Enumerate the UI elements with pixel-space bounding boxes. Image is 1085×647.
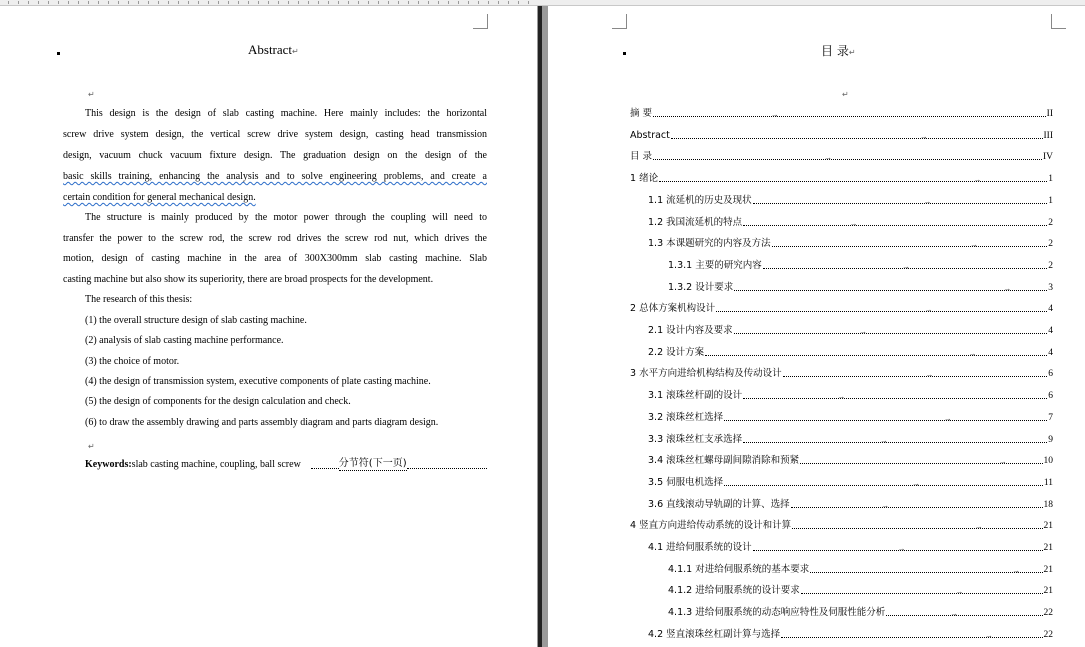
abstract-page <box>0 6 537 647</box>
toc-entry[interactable] <box>630 108 1053 120</box>
ruler-tick <box>468 1 469 4</box>
toc-page-number: 2 <box>1048 217 1053 228</box>
ruler-tick <box>178 1 179 4</box>
abstract-line-8: motion, design of casting machine in the area of 300X300mm slab casting machine. Slab <box>63 253 487 264</box>
toc-entry[interactable] <box>668 564 1053 576</box>
toc-entry-label: 3.2 滚珠丝杠选择 <box>648 411 724 423</box>
ruler-tick <box>198 1 199 4</box>
ruler-tick <box>18 1 19 4</box>
toc-entry-label: 1.3.1 主要的研究内容 <box>668 259 762 271</box>
abstract-line-7: transfer the power to the screw rod, the screw rod drives the screw rod nut, which drives the <box>63 233 487 244</box>
toc-leader <box>801 587 1043 597</box>
ruler-tick <box>168 1 169 4</box>
margin-corner-mark <box>612 14 627 29</box>
ruler-tick <box>278 1 279 4</box>
toc-entry-label: 4.1.3 进给伺服系统的动态响应特性及伺服性能分析 <box>668 607 886 619</box>
toc-page-number: 2 <box>1048 239 1053 250</box>
toc-leader <box>659 175 1047 185</box>
ruler-tick <box>78 1 79 4</box>
abstract-line-6: The structure is mainly produced by the motor power through the coupling will need to <box>85 212 487 223</box>
toc-entry[interactable] <box>630 303 1053 315</box>
toc-entry[interactable] <box>648 629 1053 641</box>
ruler-tick <box>38 1 39 4</box>
margin-corner-mark <box>473 14 488 29</box>
toc-entry-label: 1.1 流延机的历史及现状 <box>648 194 752 206</box>
keywords-label: Keywords: <box>85 459 132 470</box>
toc-leader <box>810 565 1042 575</box>
abstract-line-10: The research of this thesis: <box>85 294 193 305</box>
toc-entry-label: 4.2 竖直滚珠丝杠副计算与选择 <box>648 628 781 640</box>
ruler-tick <box>358 1 359 4</box>
ruler-tick <box>368 1 369 4</box>
toc-entry[interactable] <box>668 282 1053 294</box>
ruler-tick <box>498 1 499 4</box>
toc-entry[interactable] <box>648 325 1053 337</box>
tab-arrow-icon: → <box>925 370 934 380</box>
toc-entry[interactable] <box>630 368 1053 380</box>
tab-arrow-icon: → <box>973 175 982 185</box>
toc-entry[interactable] <box>630 130 1053 142</box>
toc-page-number: 9 <box>1048 434 1053 445</box>
tab-arrow-icon: → <box>1012 565 1021 575</box>
toc-entry[interactable] <box>648 455 1053 467</box>
ruler-tick <box>258 1 259 4</box>
toc-leader <box>724 413 1047 423</box>
toc-leader <box>705 348 1047 358</box>
ruler-tick <box>228 1 229 4</box>
toc-entry-label: 3.3 滚珠丝杠支承选择 <box>648 433 743 445</box>
ruler-tick <box>338 1 339 4</box>
tab-arrow-icon: → <box>859 327 868 336</box>
ruler-tick <box>408 1 409 4</box>
ruler-tick <box>288 1 289 4</box>
paragraph-mark: ↵ <box>88 442 95 451</box>
tab-arrow-icon: → <box>849 218 858 228</box>
ruler-tick <box>378 1 379 4</box>
toc-entry-label: 目 录 <box>630 151 653 163</box>
ruler-tick <box>518 1 519 4</box>
toc-leader <box>781 630 1042 640</box>
toc-entry[interactable] <box>648 347 1053 359</box>
abstract-line-3: design, vacuum chuck vacuum fixture design. The graduation design on the design of the <box>63 150 487 161</box>
toc-entry[interactable] <box>648 434 1053 446</box>
ruler-tick <box>528 1 529 4</box>
toc-entry-label: 4.1.2 进给伺服系统的设计要求 <box>668 585 800 597</box>
ruler-tick <box>418 1 419 4</box>
tab-arrow-icon: → <box>879 435 888 445</box>
ruler-tick <box>508 1 509 4</box>
ruler-tick <box>308 1 309 4</box>
tab-arrow-icon: → <box>985 630 993 640</box>
toc-entry[interactable] <box>668 585 1053 597</box>
toc-page-number: IV <box>1042 152 1053 163</box>
ruler-tick <box>48 1 49 4</box>
abstract-list-item-4: (4) the design of transmission system, executive components of plate casting machine. <box>85 376 431 387</box>
toc-entry-label: 3.1 滚珠丝杆副的设计 <box>648 390 743 402</box>
toc-page-number: II <box>1046 109 1053 119</box>
abstract-line-4: basic skills training, enhancing the analysis and to solve engineering problems, and create a <box>63 171 487 182</box>
tab-arrow-icon: → <box>955 587 964 597</box>
toc-entry-label: 4.1 进给伺服系统的设计 <box>648 542 752 553</box>
tab-arrow-icon: → <box>923 196 932 206</box>
ruler-tick <box>128 1 129 4</box>
ruler-tick <box>68 1 69 4</box>
ruler-tick <box>8 1 9 4</box>
abstract-list-item-3: (3) the choice of motor. <box>85 356 180 367</box>
toc-page-number: 4 <box>1048 326 1053 336</box>
toc-entry-label: 3 水平方向进给机构结构及传动设计 <box>630 368 782 380</box>
bullet-mark <box>57 52 60 55</box>
toc-page-number: 6 <box>1048 369 1053 380</box>
abstract-list-item-2: (2) analysis of slab casting machine performance. <box>85 335 284 346</box>
toc-leader <box>671 131 1043 141</box>
toc-leader <box>734 283 1047 293</box>
tab-arrow-icon: → <box>1003 283 1012 293</box>
toc-entry[interactable] <box>648 390 1053 402</box>
toc-entry-label: 2.1 设计内容及要求 <box>648 325 733 336</box>
toc-page-number: 21 <box>1043 543 1053 553</box>
toc-entry-label: 3.6 直线滚动导轨副的计算、选择 <box>648 498 790 510</box>
keywords-text: slab casting machine, coupling, ball screw <box>131 459 301 470</box>
ruler-tick <box>158 1 159 4</box>
ruler-tick <box>218 1 219 4</box>
page-gutter <box>537 6 548 647</box>
abstract-line-2: screw drive system design, the vertical screw drive system design, casting head transmission <box>63 129 487 140</box>
ruler-tick <box>348 1 349 4</box>
toc-page-number: III <box>1043 130 1053 141</box>
toc-page-number: 21 <box>1043 564 1053 575</box>
margin-corner-mark <box>1051 14 1066 29</box>
tab-arrow-icon: → <box>770 110 779 119</box>
toc-entry-label: 1.3.2 设计要求 <box>668 281 734 293</box>
toc-leader <box>792 522 1042 532</box>
toc-page-number: 22 <box>1043 608 1053 619</box>
ruler-tick <box>148 1 149 4</box>
toc-leader <box>753 544 1043 553</box>
toc-leader <box>763 261 1048 271</box>
tab-arrow-icon: → <box>897 544 906 553</box>
toc-entry[interactable] <box>648 542 1053 554</box>
bullet-mark <box>623 52 626 55</box>
tab-arrow-icon: → <box>950 609 959 619</box>
tab-arrow-icon: → <box>924 305 933 315</box>
toc-entry-label: 3.4 滚珠丝杠螺母副间隙消除和预紧 <box>648 455 800 467</box>
ruler-tick <box>58 1 59 4</box>
abstract-list-item-1: (1) the overall structure design of slab casting machine. <box>85 315 307 326</box>
toc-entry[interactable] <box>648 477 1053 489</box>
ruler-tick <box>398 1 399 4</box>
ruler-tick <box>488 1 489 4</box>
toc-entry-label: 1.2 我国流延机的特点 <box>648 216 743 228</box>
toc-leader <box>653 110 1046 119</box>
toc-entry-label: 摘 要 <box>630 108 653 119</box>
toc-entry-label: 2 总体方案机构设计 <box>630 303 716 315</box>
tab-arrow-icon: → <box>919 131 928 141</box>
ruler-tick <box>478 1 479 4</box>
toc-leader <box>743 218 1047 228</box>
toc-entry[interactable] <box>668 260 1053 272</box>
tab-arrow-icon: → <box>824 153 833 163</box>
toc-entry-label: Abstract <box>630 129 670 141</box>
toc-leader <box>791 500 1043 510</box>
toc-leader <box>743 392 1047 402</box>
toc-page-number: 10 <box>1043 456 1053 467</box>
toc-entry-label: 2.2 设计方案 <box>648 346 705 358</box>
toc-entry[interactable] <box>630 173 1053 185</box>
ruler-tick <box>28 1 29 4</box>
tab-arrow-icon: → <box>998 457 1007 467</box>
ruler-tick <box>268 1 269 4</box>
toc-entry[interactable] <box>630 151 1053 163</box>
toc-leader <box>800 457 1042 467</box>
toc-page <box>548 6 1085 647</box>
toc-entry-label: 4 竖直方向进给传动系统的设计和计算 <box>630 520 792 532</box>
tab-arrow-icon: → <box>837 392 846 402</box>
page-title: Abstract↵ <box>248 42 299 57</box>
toc-page-number: 21 <box>1043 521 1053 532</box>
tab-arrow-icon: → <box>974 522 983 532</box>
abstract-list-item-6: (6) to draw the assembly drawing and parts assembly diagram and parts diagram design. <box>85 417 439 428</box>
paragraph-mark: ↵ <box>88 90 95 99</box>
tab-arrow-icon: → <box>902 261 911 271</box>
toc-entry-label: 1.3 本课题研究的内容及方法 <box>648 238 771 250</box>
abstract-line-1: This design is the design of slab casting machine. Here mainly includes: the horizontal <box>85 108 487 119</box>
toc-entry[interactable] <box>648 238 1053 250</box>
toc-leader <box>734 327 1048 336</box>
ruler-tick <box>118 1 119 4</box>
section-break-marker[interactable]: 分节符(下一页) <box>338 458 407 469</box>
ruler-tick <box>458 1 459 4</box>
toc-entry[interactable] <box>648 217 1053 229</box>
toc-leader <box>653 153 1042 163</box>
ruler-tick <box>388 1 389 4</box>
ruler-tick <box>298 1 299 4</box>
toc-page-number: 21 <box>1043 586 1053 597</box>
ruler-tick <box>98 1 99 4</box>
ruler-tick <box>108 1 109 4</box>
toc-leader <box>743 435 1047 445</box>
toc-entry-label: 4.1.1 对进给伺服系统的基本要求 <box>668 563 810 575</box>
ruler-tick <box>248 1 249 4</box>
toc-entry-label: 3.5 伺服电机选择 <box>648 476 724 488</box>
toc-entry[interactable] <box>648 195 1053 207</box>
toc-page-number: 1 <box>1048 195 1053 206</box>
ruler-tick <box>188 1 189 4</box>
toc-page-number: 6 <box>1048 391 1053 402</box>
toc-entry-label: 1 绪论 <box>630 173 659 185</box>
toc-leader <box>886 609 1042 619</box>
toc-page-number: 22 <box>1043 629 1053 640</box>
toc-page-number: 2 <box>1048 260 1053 271</box>
toc-leader <box>772 240 1048 250</box>
tab-arrow-icon: → <box>970 240 979 250</box>
ruler-tick <box>318 1 319 4</box>
ruler-tick <box>238 1 239 4</box>
toc-leader <box>783 370 1048 380</box>
toc-entry[interactable] <box>648 412 1053 424</box>
ruler-tick <box>328 1 329 4</box>
tab-arrow-icon: → <box>912 478 921 488</box>
tab-arrow-icon: → <box>968 348 977 358</box>
ruler-tick <box>438 1 439 4</box>
abstract-line-5: certain condition for general mechanical design. <box>63 192 256 203</box>
toc-page-number: 4 <box>1048 304 1053 315</box>
toc-page-number: 11 <box>1043 477 1053 488</box>
toc-leader <box>753 196 1048 206</box>
toc-leader <box>716 305 1047 315</box>
tab-arrow-icon: → <box>881 500 890 510</box>
tab-arrow-icon: → <box>943 413 952 423</box>
ruler-tick <box>138 1 139 4</box>
ruler-tick <box>448 1 449 4</box>
keywords-line <box>85 458 487 471</box>
page-title: 目 录↵ <box>821 44 856 58</box>
abstract-line-9: casting machine but also show its superiority, there are broad prospects for the development. <box>63 274 434 285</box>
toc-page-number: 1 <box>1048 174 1053 185</box>
toc-page-number: 3 <box>1048 282 1053 293</box>
toc-leader <box>724 478 1043 488</box>
toc-page-number: 18 <box>1043 499 1053 510</box>
toc-entry[interactable] <box>668 607 1053 619</box>
toc-page-number: 4 <box>1048 347 1053 358</box>
toc-page-number: 7 <box>1048 412 1053 423</box>
ruler-tick <box>88 1 89 4</box>
toc-entry[interactable] <box>630 520 1053 532</box>
abstract-list-item-5: (5) the design of components for the design calculation and check. <box>85 396 351 407</box>
ruler-tick <box>428 1 429 4</box>
paragraph-mark: ↵ <box>842 90 849 99</box>
toc-entry[interactable] <box>648 499 1053 511</box>
ruler-tick <box>208 1 209 4</box>
